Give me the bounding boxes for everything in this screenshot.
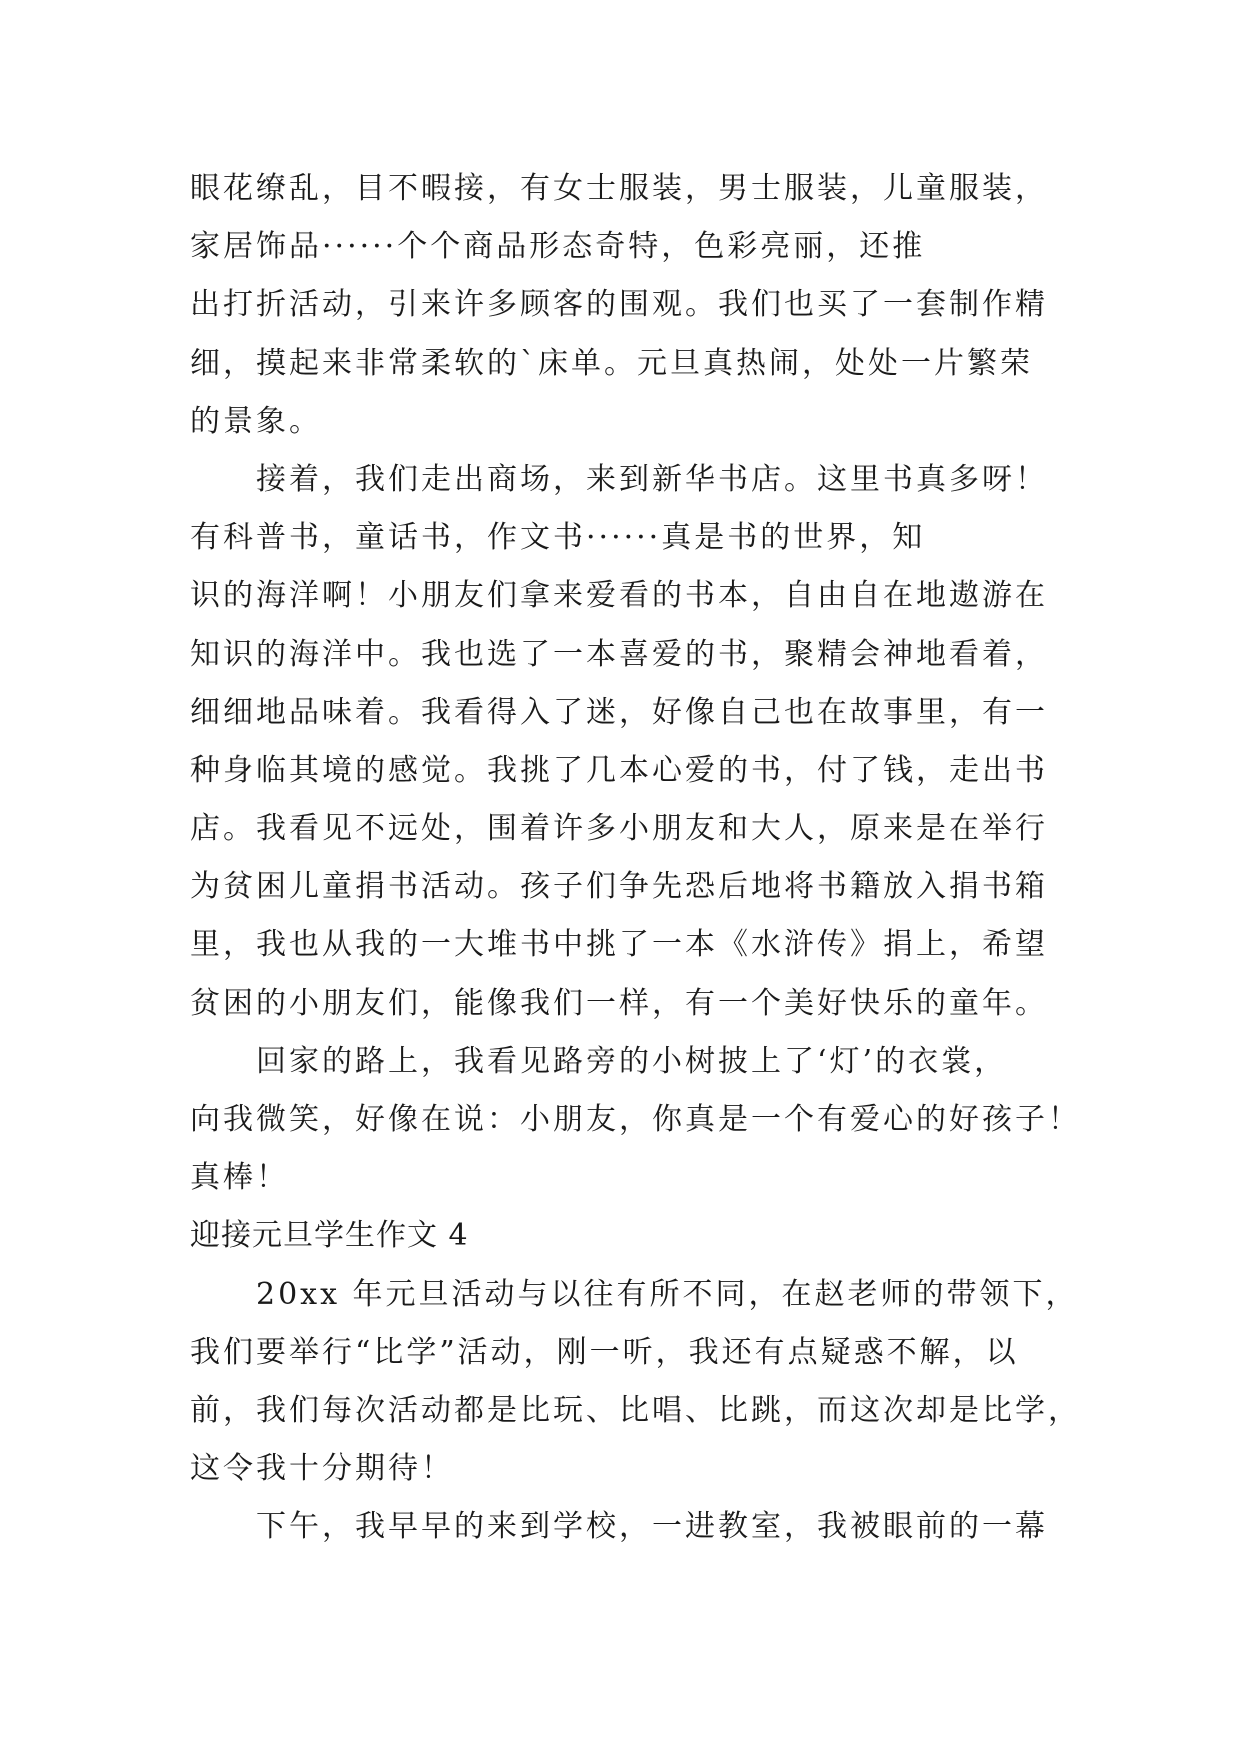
paragraph-4 [190,1266,1081,1499]
section-heading: 迎接元旦学生作文 4 [190,1218,469,1254]
text-line: 真棒！ [190,1160,289,1196]
text-line: 有科普书，童话书，作文书······真是书的世界，知 [190,520,926,556]
text-line: 接着，我们走出商场，来到新华书店。这里书真多呀！ [256,461,1048,497]
text-line: 前，我们每次活动都是比玩、比唱、比跳，而这次却是比学， [190,1392,1081,1428]
text-line: 细，摸起来非常柔软的`床单。元旦真热闹，处处一片繁荣 [190,345,1033,381]
paragraph-3 [190,1033,1081,1208]
text-line: 的景象。 [190,403,322,439]
text-line: 为贫困儿童捐书活动。孩子们争先恐后地将书籍放入捐书箱 [190,869,1048,905]
text-line: 知识的海洋中。我也选了一本喜爱的书，聚精会神地看着， [190,636,1048,672]
text-line: 家居饰品······个个商品形态奇特，色彩亮丽，还推 [190,229,926,265]
text-line: 细细地品味着。我看得入了迷，好像自己也在故事里，有一 [190,694,1048,730]
text-line: 回家的路上，我看见路旁的小树披上了‘灯’的衣裳， [256,1043,1008,1079]
paragraph-5 [190,1498,1070,1556]
text-line: 贫困的小朋友们，能像我们一样，有一个美好快乐的童年。 [190,985,1048,1021]
text-line: 这令我十分期待！ [190,1451,454,1487]
text-line: 识的海洋啊！小朋友们拿来爱看的书本，自由自在地遨游在 [190,578,1048,614]
text-line: 20xx 年元旦活动与以往有所不同，在赵老师的带领下， [256,1276,1079,1312]
text-line: 出打折活动，引来许多顾客的围观。我们也买了一套制作精 [190,287,1048,323]
text-line: 店。我看见不远处，围着许多小朋友和大人，原来是在举行 [190,811,1048,847]
essay-text [190,160,1081,1557]
text-line: 眼花缭乱，目不暇接，有女士服装，男士服装，儿童服装， [190,171,1048,206]
text-line: 向我微笑，好像在说：小朋友，你真是一个有爱心的好孩子！ [190,1102,1081,1137]
paragraph-2 [190,451,1070,1033]
text-line: 我们要举行“比学”活动，刚一听，我还有点疑惑不解，以 [190,1334,1019,1370]
text-line: 下午，我早早的来到学校，一进教室，我被眼前的一幕 [256,1509,1048,1545]
text-line: 种身临其境的感觉。我挑了几本心爱的书，付了钱，走出书 [190,752,1048,788]
text-line: 里，我也从我的一大堆书中挑了一本《水浒传》捐上，希望 [190,927,1048,963]
paragraph-1 [190,160,1070,451]
